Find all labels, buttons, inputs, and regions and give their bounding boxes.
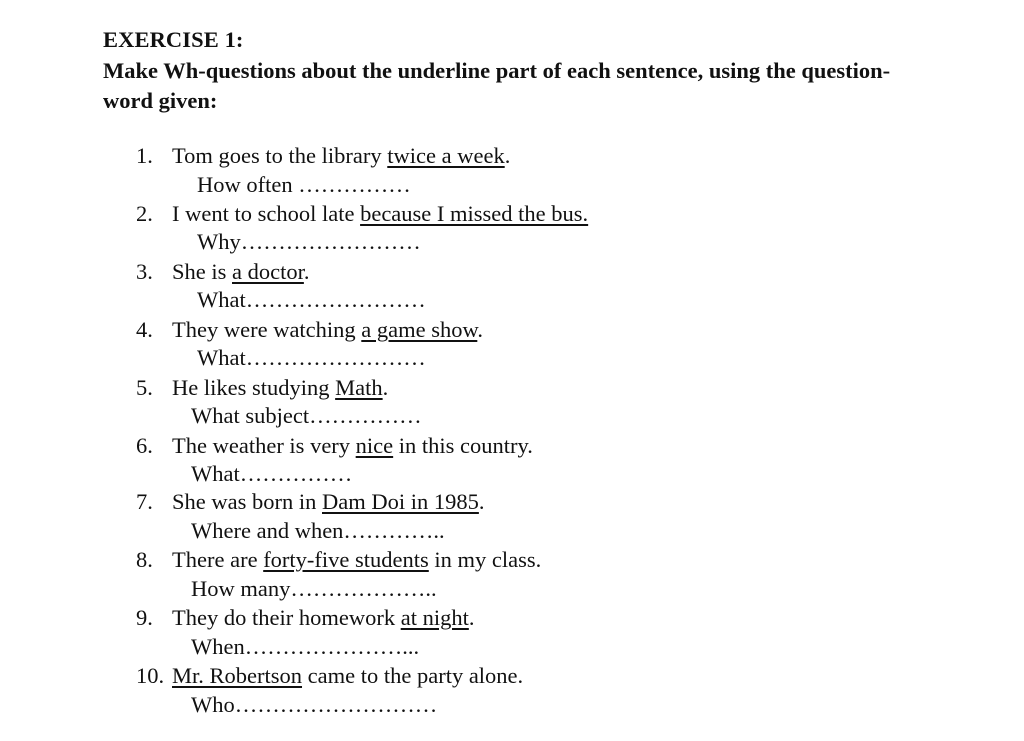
sentence-text: He likes studying bbox=[172, 375, 336, 400]
question-item-4 bbox=[136, 316, 483, 344]
question-number: 8. bbox=[136, 547, 153, 572]
sentence-text-end: . bbox=[504, 143, 511, 168]
question-number: 2. bbox=[136, 201, 153, 226]
answer-prompt-10[interactable]: Who……………………… bbox=[191, 692, 438, 717]
sentence-text-end: . bbox=[468, 605, 475, 630]
question-number: 6. bbox=[136, 433, 153, 458]
sentence-text-end: came to the party alone. bbox=[302, 663, 524, 688]
question-item-1 bbox=[136, 142, 510, 170]
question-number: 5. bbox=[136, 375, 153, 400]
underlined-part: because I missed the bus. bbox=[360, 201, 589, 226]
underlined-part: a game show bbox=[361, 317, 478, 342]
sentence-text: There are bbox=[172, 547, 264, 572]
answer-prompt-7[interactable]: Where and when………….. bbox=[191, 518, 445, 543]
sentence-text-end: in my class. bbox=[428, 547, 542, 572]
question-item-9 bbox=[136, 604, 474, 632]
question-number: 9. bbox=[136, 605, 153, 630]
question-item-10 bbox=[136, 662, 523, 690]
underlined-part: nice bbox=[355, 433, 394, 458]
answer-prompt-8[interactable]: How many……………….. bbox=[191, 576, 437, 601]
answer-prompt-4[interactable]: What…………………… bbox=[197, 345, 426, 370]
question-item-2 bbox=[136, 200, 588, 228]
sentence-text-end: . bbox=[303, 259, 310, 284]
sentence-text-end: . bbox=[477, 317, 483, 342]
sentence-text: They were watching bbox=[172, 317, 362, 342]
exercise-title: EXERCISE 1: bbox=[103, 27, 244, 52]
sentence-text-end: . bbox=[478, 489, 485, 514]
exercise-instruction: Make Wh-questions about the underline part of each sentence, using the question-word given: bbox=[103, 58, 891, 113]
sentence-text: Tom goes to the library bbox=[172, 143, 388, 168]
sentence-text-end: . bbox=[382, 375, 389, 400]
underlined-part: Math bbox=[335, 375, 383, 400]
underlined-part: Mr. Robertson bbox=[172, 663, 303, 688]
question-number: 10. bbox=[136, 663, 165, 688]
question-number: 4. bbox=[136, 317, 153, 342]
sentence-text: They do their homework bbox=[172, 605, 401, 630]
underlined-part: twice a week bbox=[387, 143, 505, 168]
underlined-part: forty-five students bbox=[263, 547, 429, 572]
answer-prompt-9[interactable]: When…………………... bbox=[191, 634, 420, 659]
answer-prompt-3[interactable]: What…………………… bbox=[197, 287, 426, 312]
question-item-8 bbox=[136, 546, 541, 574]
sentence-text: I went to school late bbox=[172, 201, 361, 226]
underlined-part: a doctor bbox=[232, 259, 304, 284]
sentence-text: She was born in bbox=[172, 489, 322, 514]
underlined-part: Dam Doi in 1985 bbox=[322, 489, 479, 514]
answer-prompt-1[interactable]: How often …………… bbox=[197, 172, 411, 197]
question-item-5 bbox=[136, 374, 388, 402]
sentence-text-end: in this country. bbox=[393, 433, 533, 458]
question-item-7 bbox=[136, 488, 485, 516]
question-item-3 bbox=[136, 258, 310, 286]
question-number: 3. bbox=[136, 259, 153, 284]
answer-prompt-5[interactable]: What subject…………… bbox=[191, 403, 422, 428]
question-item-6 bbox=[136, 432, 533, 460]
underlined-part: at night bbox=[400, 605, 469, 630]
question-number: 1. bbox=[136, 143, 153, 168]
sentence-text: The weather is very bbox=[172, 433, 356, 458]
answer-prompt-2[interactable]: Why…………………… bbox=[197, 229, 421, 254]
answer-prompt-6[interactable]: What…………… bbox=[191, 461, 353, 486]
sentence-text: She is bbox=[172, 259, 233, 284]
question-number: 7. bbox=[136, 489, 153, 514]
